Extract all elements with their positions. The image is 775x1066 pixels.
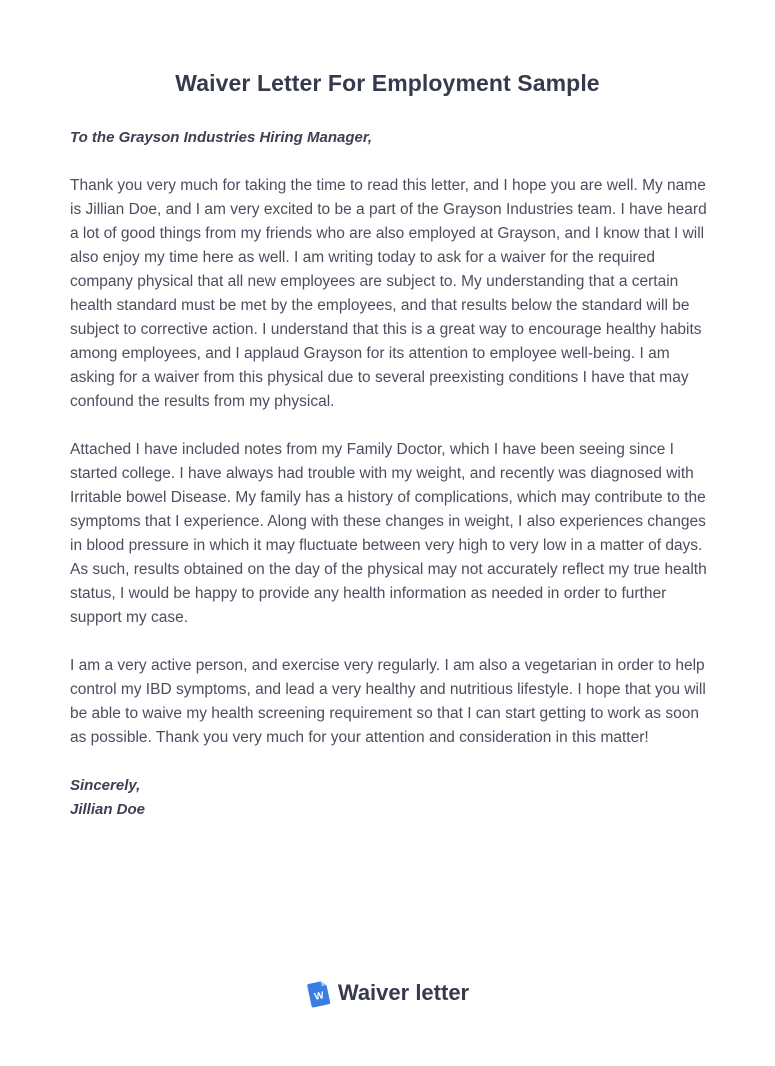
paragraph-3: I am a very active person, and exercise very regularly. I am also a vegetarian in order to help control my IBD symptoms, and lead a very healthy and nutritious lifestyle. I hope that you will be able to waive my health screening requirement so that I can start getting to work as soon as possible. Thank you very much for your attention and consideration in this matter! [70,657,706,746]
logo-letter: W [313,990,325,1003]
signature: Jillian Doe [70,801,146,818]
logo-text: Waiver letter [337,980,470,1005]
paragraph-2: Attached I have included notes from my Family Doctor, which I have been seeing since I started college. I have always had trouble with my weight, and recently was diagnosed with Irritable bowel Disease. My family has a history of complications, which may contribute to the symptoms that I experience. Along with these changes in weight, I also experiences changes in blood pressure in which it may fluctuate between very high to very low in a matter of days. As such, results obtained on the day of the physical may not accurately reflect my true health status, I would be happy to provide any health information as needed in order to further support my case. [70,441,707,626]
paragraph-1: Thank you very much for taking the time to read this letter, and I hope you are well. My name is Jillian Doe, and I am very excited to be a part of the Grayson Industries team. I have heard a lot of good things from my friends who are also employed at Grayson, and I know that I will also enjoy my time here as well. I am writing today to ask for a waiver for the required company physical that all new employees are subject to. My understanding that a certain health standard must be met by the employees, and that results below the standard will be subject to corrective action. I understand that this is a great way to encourage healthy habits among employees, and I applaud Grayson for its attention to employee well-being. I am asking for a waiver from this physical due to several preexisting conditions I have that may confound the results from my physical. [70,177,707,410]
closing: Sincerely, [70,777,141,794]
footer-logo[interactable] [0,978,775,1008]
document-w-icon [306,978,332,1008]
letter-body [70,126,710,822]
salutation: To the Grayson Industries Hiring Manager, [70,129,372,146]
page-title: Waiver Letter For Employment Sample [175,70,600,96]
